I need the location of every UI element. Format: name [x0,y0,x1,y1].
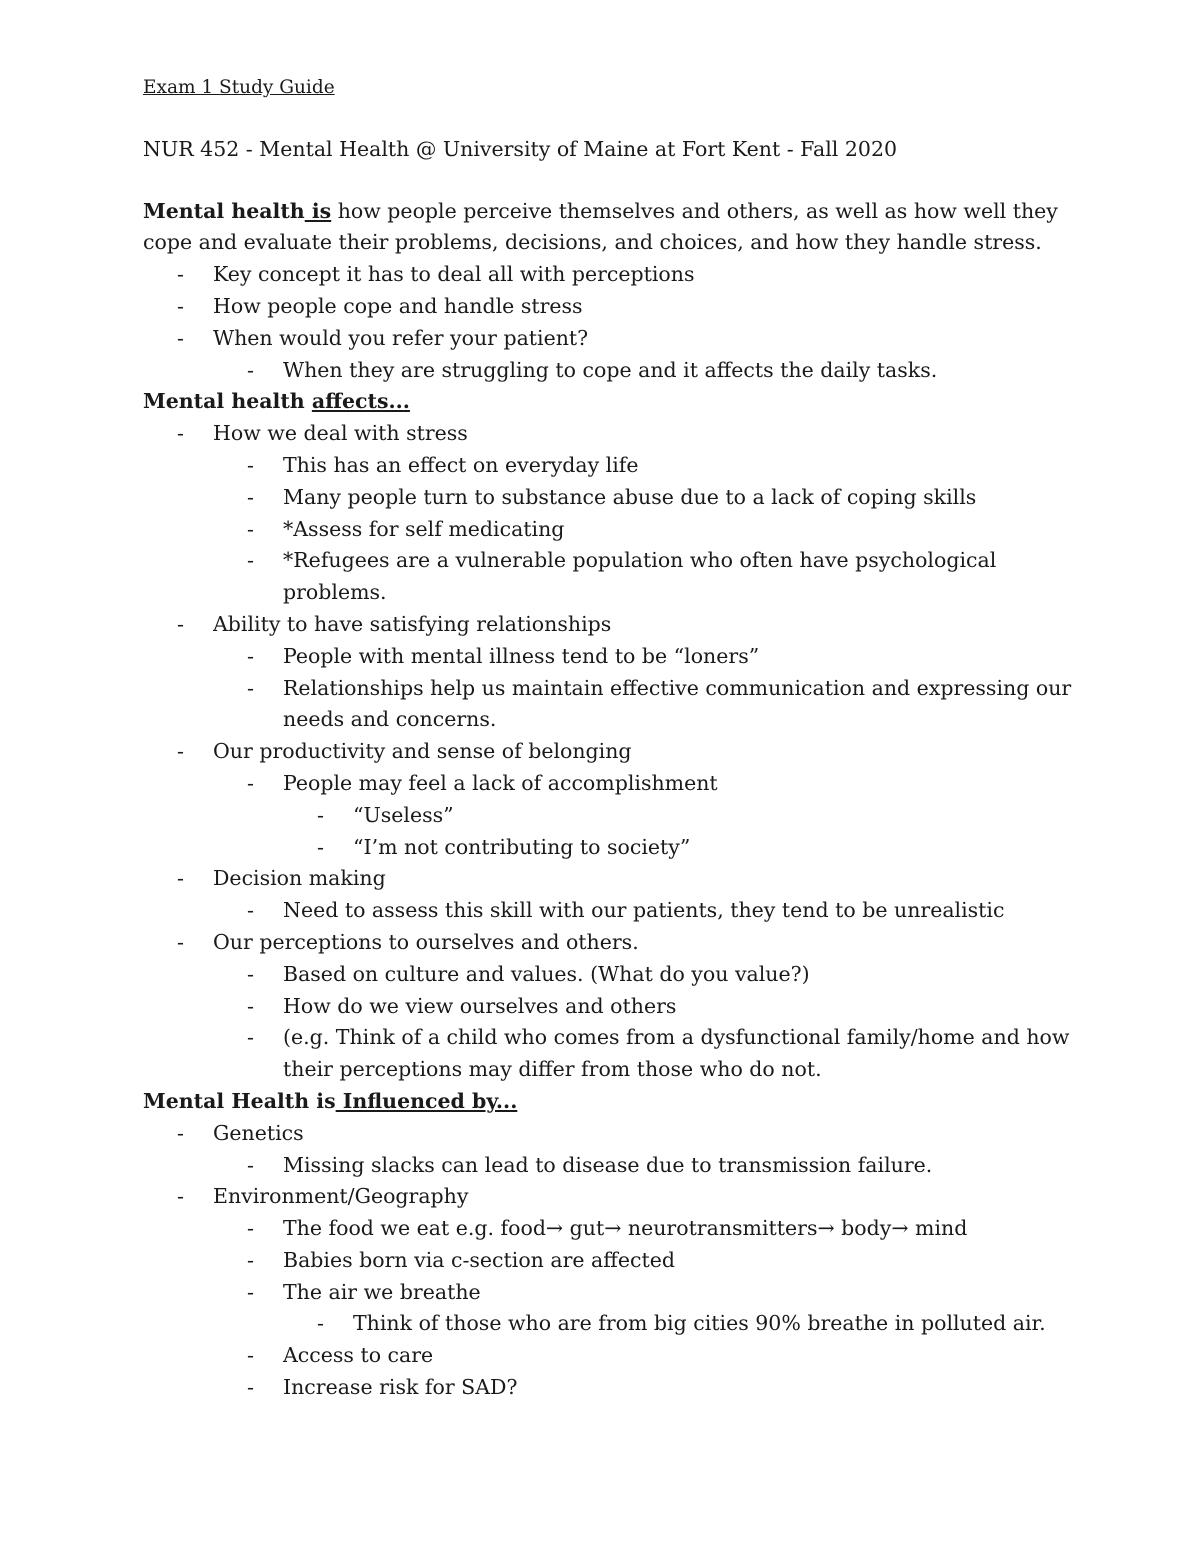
list-item [143,450,1073,482]
bullet-dash: - [247,1247,254,1272]
bullet-dash: - [247,452,254,477]
list-item [143,1245,1073,1277]
list-item [143,545,1073,577]
bullet-dash: - [177,421,184,446]
bullet-dash: - [247,484,254,509]
list-item-text: Environment/Geography [213,1184,469,1209]
list-item-text: Our perceptions to ourselves and others. [213,929,639,954]
list-item-text: The food we eat e.g. food→ gut→ neurotransmitters→ body→ mind [283,1216,968,1241]
list-item [143,927,1073,959]
list-item [143,768,1073,800]
list-item-text: How people cope and handle stress [213,293,583,318]
bullet-dash: - [317,834,324,859]
bullet-dash: - [247,643,254,668]
list-item-text: When would you refer your patient? [213,325,589,350]
bullet-dash: - [177,929,184,954]
bullet-dash: - [247,1025,254,1050]
bullet-dash: - [247,1343,254,1368]
list-item-continuation: problems. [283,580,387,605]
bullet-dash: - [247,516,254,541]
bullet-dash: - [177,262,184,287]
list-item-text: “Useless” [353,802,454,827]
list-item-continuation: needs and concerns. [283,707,497,732]
list-item-text: (e.g. Think of a child who comes from a dysfunctional family/home and how [283,1025,1070,1050]
list-item [143,959,1073,991]
list-item-text: *Assess for self medicating [283,516,565,541]
list-item-text: Access to care [283,1343,434,1368]
section-label: Mental Health is [143,1088,336,1113]
list-item-text: Increase risk for SAD? [283,1375,518,1400]
bullet-dash: - [247,1375,254,1400]
list-item [143,1181,1073,1213]
list-item [143,259,1073,291]
list-item-text: Need to assess this skill with our patients, they tend to be unrealistic [283,898,1005,923]
bullet-dash: - [317,802,324,827]
bullet-dash: - [247,993,254,1018]
list-item [143,323,1073,355]
definition-text-cont: cope and evaluate their problems, decisions, and choices, and how they handle stress. [143,230,1042,255]
bullet-dash: - [247,1279,254,1304]
list-item [143,991,1073,1023]
list-item-text: The air we breathe [283,1279,481,1304]
list-item-continuation: their perceptions may differ from those who do not. [283,1057,822,1082]
list-item [143,895,1073,927]
list-item-text: Genetics [213,1120,304,1145]
list-item-text: “I’m not contributing to society” [353,834,691,859]
course-subtitle: NUR 452 - Mental Health @ University of Maine at Fort Kent - Fall 2020 [143,136,898,161]
bullet-dash: - [177,866,184,891]
list-item-text: Many people turn to substance abuse due to a lack of coping skills [283,484,977,509]
list-item [143,1118,1073,1150]
section-label-underlined: Influenced by... [335,1088,518,1113]
list-item-text: People may feel a lack of accomplishment [283,770,718,795]
bullet-dash: - [247,548,254,573]
list-item [143,736,1073,768]
list-item [143,1277,1073,1309]
list-item-text: Decision making [213,866,386,891]
list-item-text: *Refugees are a vulnerable population who often have psychological [283,548,997,573]
section-label-underlined: affects... [311,389,410,414]
list-item [143,1213,1073,1245]
list-item [143,1022,1073,1054]
list-item [143,832,1073,864]
list-item [143,1308,1073,1340]
list-item [143,355,1073,387]
list-item [143,673,1073,705]
list-item [143,291,1073,323]
bullet-dash: - [177,1120,184,1145]
doc-title: Exam 1 Study Guide [143,77,335,98]
list-item-text: Key concept it has to deal all with perceptions [213,262,695,287]
list-item-text: Ability to have satisfying relationships [213,611,612,636]
bullet-dash: - [247,961,254,986]
bullet-dash: - [317,1311,324,1336]
bullet-dash: - [177,325,184,350]
list-item [143,1372,1073,1404]
list-item [143,609,1073,641]
section-mental-health-is [143,196,1073,228]
bullet-dash: - [247,898,254,923]
section-influenced-by [143,1086,1073,1118]
list-item-text: People with mental illness tend to be “loners” [283,643,760,668]
bullet-dash: - [177,611,184,636]
section-mental-health-affects [143,386,1073,418]
list-item-text: How do we view ourselves and others [283,993,677,1018]
list-item [143,514,1073,546]
list-item-text: Based on culture and values. (What do you value?) [283,961,810,986]
document-page [143,72,1073,1404]
bullet-dash: - [247,357,254,382]
section-label: Mental health [143,198,305,223]
list-item [143,418,1073,450]
bullet-dash: - [177,739,184,764]
list-item [143,800,1073,832]
list-item-text: Relationships help us maintain effective communication and expressing our [283,675,1072,700]
list-item-text: When they are struggling to cope and it affects the daily tasks. [283,357,938,382]
list-item-text: Think of those who are from big cities 90% breathe in polluted air. [353,1311,1046,1336]
list-item-text: Our productivity and sense of belonging [213,739,632,764]
section-label: Mental health [143,389,312,414]
bullet-dash: - [177,1184,184,1209]
definition-text: how people perceive themselves and others, as well as how well they [331,198,1058,223]
list-item [143,641,1073,673]
list-item [143,1150,1073,1182]
bullet-dash: - [247,1216,254,1241]
list-item [143,1340,1073,1372]
bullet-dash: - [177,293,184,318]
list-item-text: Babies born via c-section are affected [283,1247,675,1272]
list-item-text: Missing slacks can lead to disease due to transmission failure. [283,1152,933,1177]
list-item-text: This has an effect on everyday life [283,452,639,477]
list-item-text: How we deal with stress [213,421,468,446]
bullet-dash: - [247,770,254,795]
bullet-dash: - [247,1152,254,1177]
list-item [143,863,1073,895]
bullet-dash: - [247,675,254,700]
section-label-underlined: is [304,198,332,223]
list-item [143,482,1073,514]
